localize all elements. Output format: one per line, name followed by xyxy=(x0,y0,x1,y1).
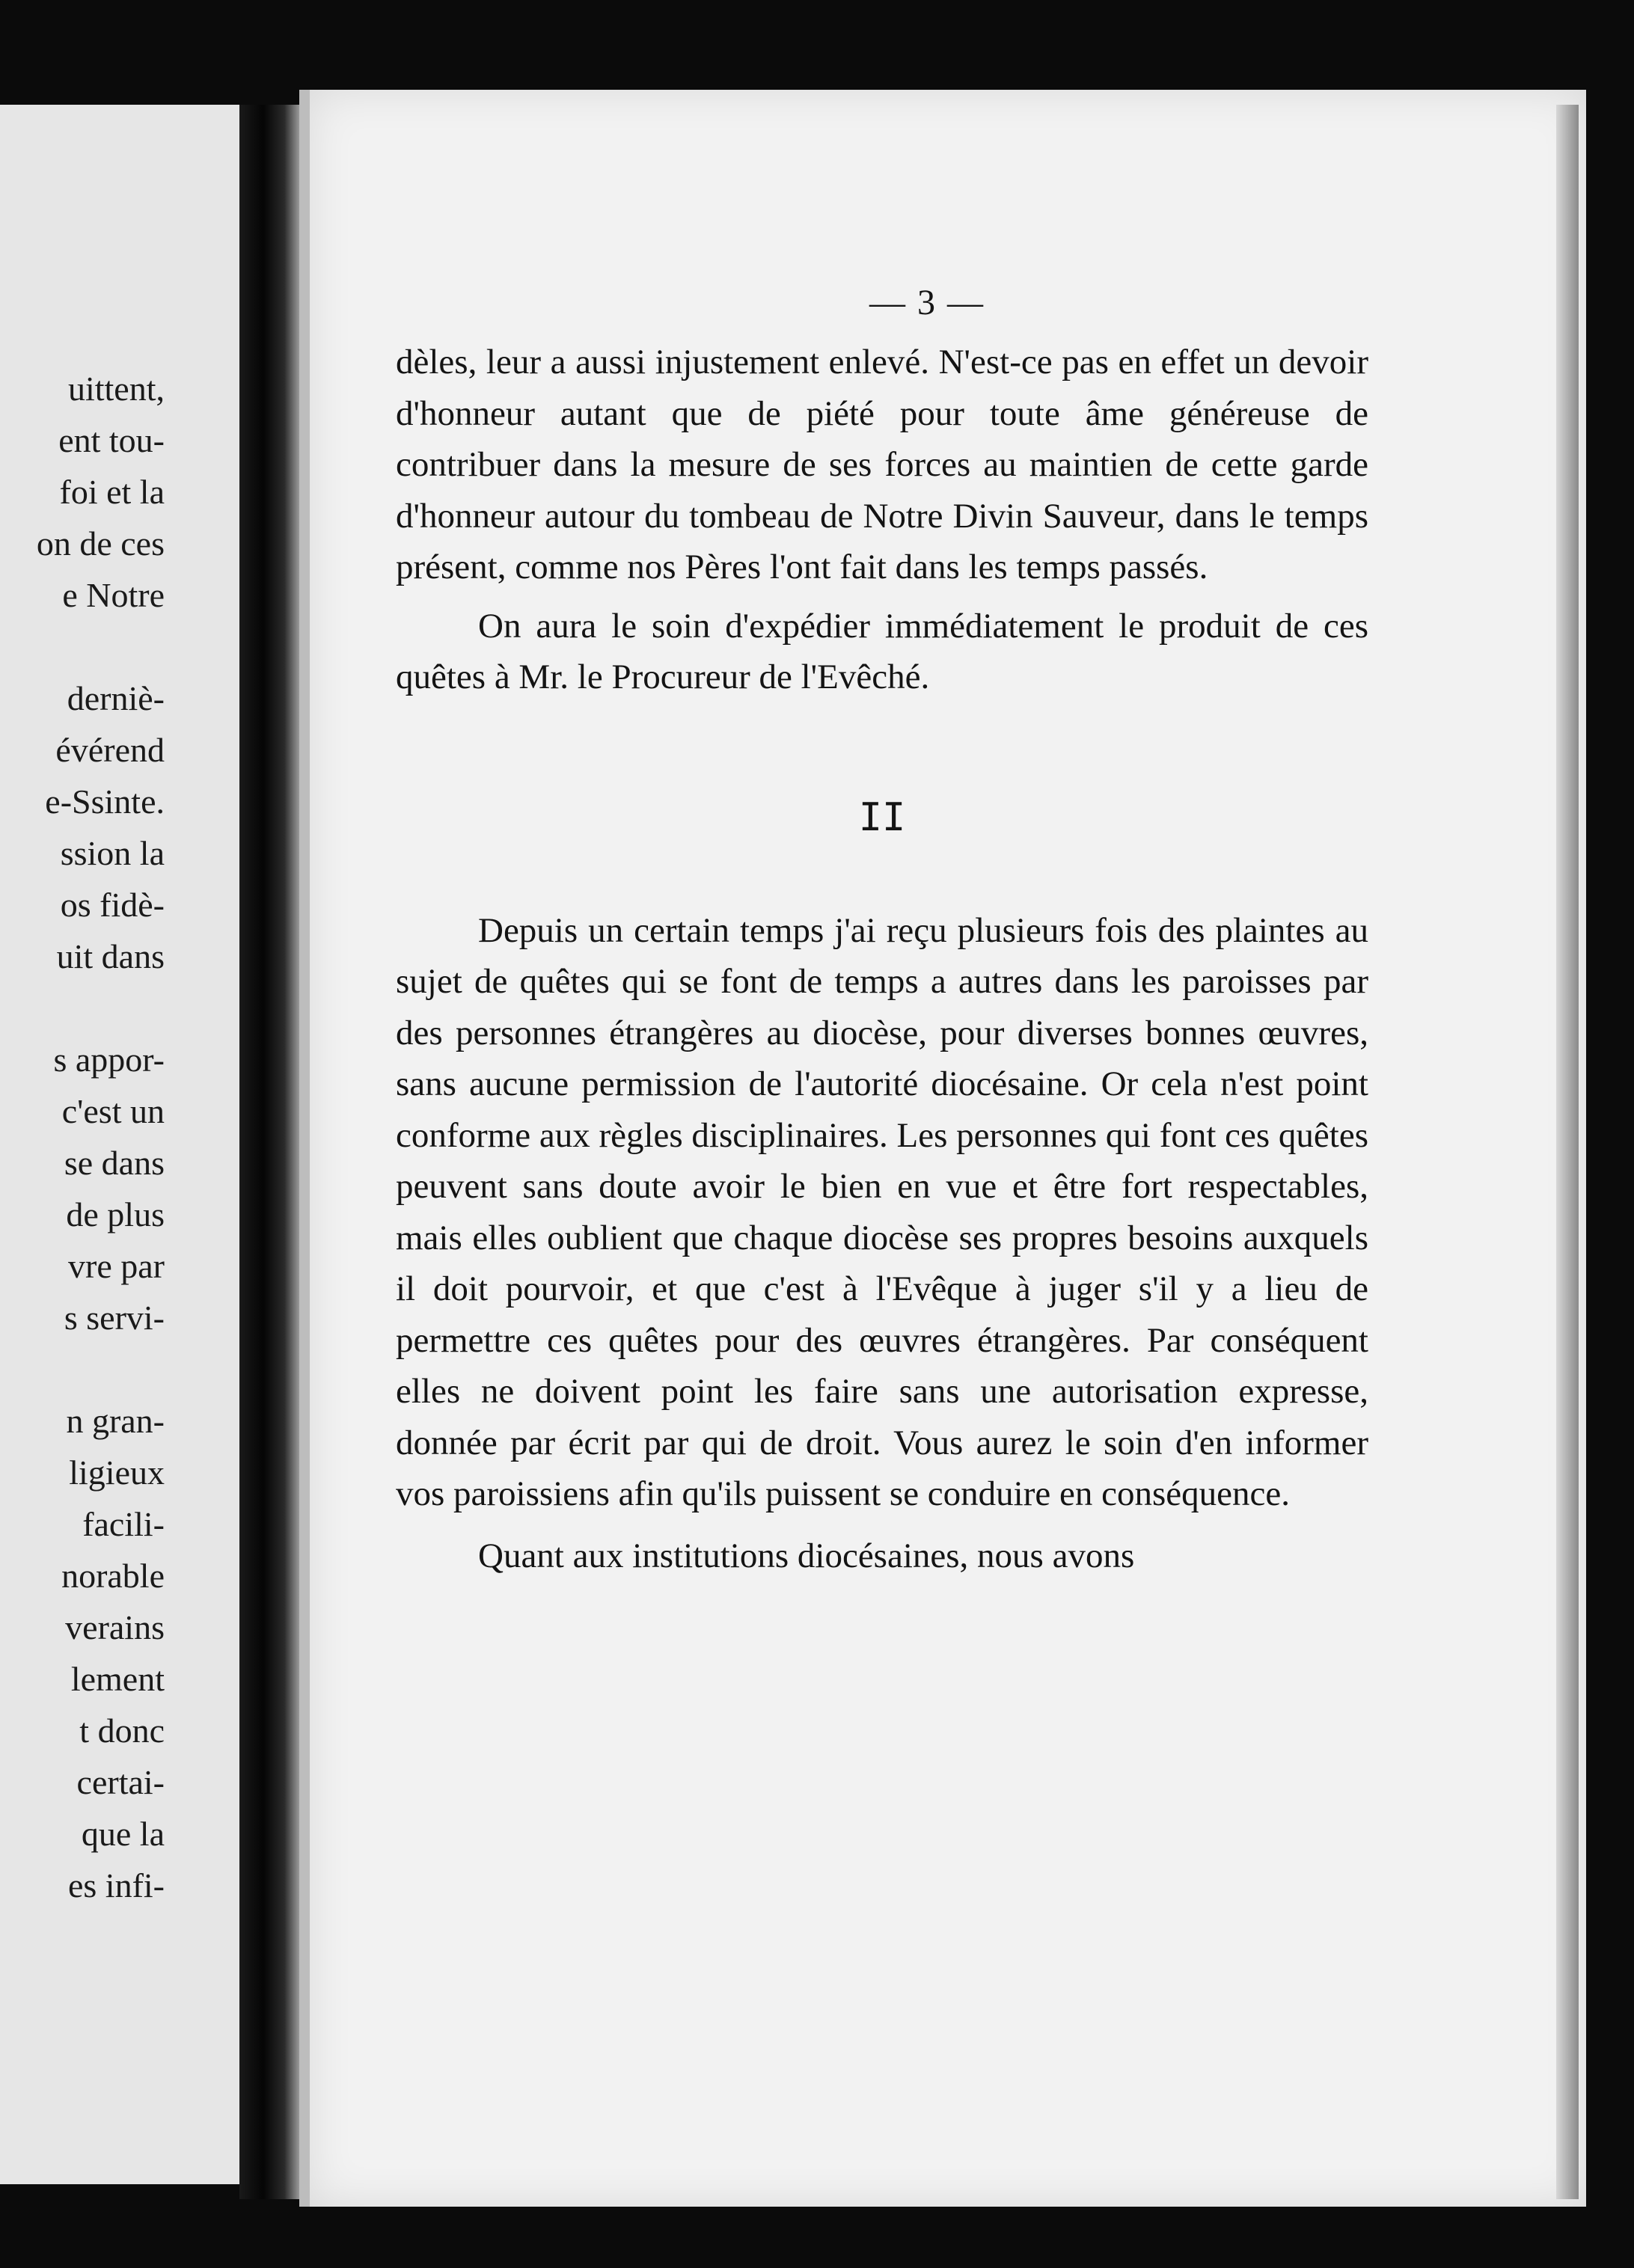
left-page-line: foi et la xyxy=(59,473,165,511)
left-page-line: es infi- xyxy=(67,1866,165,1904)
left-page-line: s appor- xyxy=(53,1040,165,1079)
left-page-line: c'est un xyxy=(61,1092,165,1130)
left-page-line: uit dans xyxy=(56,937,165,975)
left-page-line: ligieux xyxy=(69,1453,165,1492)
paragraph-continuation: dèles, leur a aussi injustement enlevé. N'est-ce pas en effet un devoir d'honneur autant que de piété pour toute âme généreuse de contribuer dans la mesure de ses forces au maintien de cette garde d'honneur autour du tombeau de Notre Divin Sauveur, dans le temps présent, comme nos Pères l'ont fait dans les temps passés. xyxy=(396,343,1368,586)
left-page-line: norable xyxy=(61,1557,165,1595)
paragraph-collections-complaint: Depuis un certain temps j'ai reçu plusieurs fois des plaintes au sujet de quêtes qui se font de temps a autres dans les paroisses par des personnes étrangères au diocèse, pour diverses bonnes œuvres, sans aucune permission de l'autorité diocésaine. Or cela n'est point conforme aux règles disciplinaires. Les personnes qui font ces quêtes peuvent sans doute avoir le bien en vue et être fort respectables, mais elles oublient que chaque diocèse ses propres besoins auxquels il doit pourvoir, et que c'est à l'Evêque à juger s'il y a lieu de permettre ces quêtes pour des œuvres étrangères. Par conséquent elles ne doivent point les faire sans une autorisation expresse, donnée par écrit par qui de droit. Vous aurez le soin d'en informer vos paroissiens afin qu'ils puissent se conduire en conséquence. xyxy=(396,910,1368,1513)
book-gutter xyxy=(239,105,299,2199)
left-page-line: e-Ssinte. xyxy=(45,782,165,821)
left-page-line: on de ces xyxy=(36,524,165,563)
left-page-line xyxy=(0,982,165,1034)
page-text-block xyxy=(396,269,1368,1581)
left-page-line: derniè- xyxy=(67,679,165,717)
left-page-line: t donc xyxy=(79,1711,165,1750)
page-edge xyxy=(1556,105,1579,2199)
left-page-line: de plus xyxy=(66,1195,165,1233)
left-page-line xyxy=(0,1343,165,1395)
left-page-line: certai- xyxy=(76,1763,165,1801)
left-page-line: évérend xyxy=(55,731,165,769)
left-facing-page xyxy=(0,105,247,2184)
left-page-line: uittent, xyxy=(67,370,165,408)
left-page-line: ssion la xyxy=(60,834,165,872)
left-page-line: se dans xyxy=(64,1144,165,1182)
left-page-line: vre par xyxy=(68,1247,165,1285)
left-page-line: n gran- xyxy=(66,1402,165,1440)
left-page-text xyxy=(0,363,165,1911)
left-page-line: os fidè- xyxy=(60,886,165,924)
left-page-line: e Notre xyxy=(62,576,165,614)
left-page-line: facili- xyxy=(82,1505,165,1543)
left-page-line xyxy=(0,621,165,672)
section-heading: II xyxy=(858,794,906,840)
page-number: — 3 — xyxy=(869,283,985,322)
left-page-line: ent tou- xyxy=(58,421,165,459)
right-page xyxy=(299,90,1586,2207)
left-page-line: s servi- xyxy=(64,1299,165,1337)
left-page-line: verains xyxy=(65,1608,165,1646)
left-page-line: lement xyxy=(70,1660,165,1698)
paragraph-shipping-instructions: On aura le soin d'expédier immédiatement le produit de ces quêtes à Mr. le Procureur de l'Evêché. xyxy=(396,606,1368,696)
paragraph-diocesan-institutions: Quant aux institutions diocésaines, nous avons xyxy=(478,1536,1135,1575)
left-page-line: que la xyxy=(81,1815,165,1853)
